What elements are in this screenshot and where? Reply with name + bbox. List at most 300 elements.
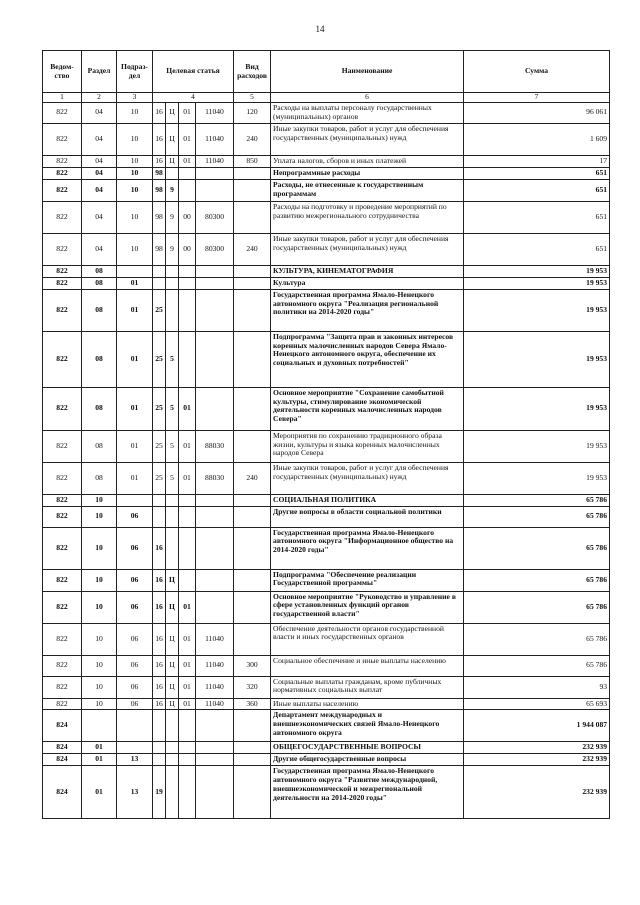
cell-vid-rashodov	[234, 201, 271, 233]
cell-cs-subprogram: 9	[166, 201, 179, 233]
cell-vid-rashodov: 240	[234, 123, 271, 155]
cell-razdel: 10	[82, 591, 117, 623]
cell-cs-event: 01	[179, 698, 196, 710]
cell-summa: 232 939	[464, 766, 610, 819]
cell-cs-program: 16	[153, 676, 166, 698]
cell-cs-program: 16	[153, 102, 166, 123]
cell-cs-program	[153, 754, 166, 766]
cell-naimenovanie: Подпрограмма "Защита прав и законных интересов коренных малочисленных народов Севера Ямало-Ненецкого автономного округа, обеспечение их социальных и духовных потребностей"	[271, 331, 464, 387]
cell-naimenovanie: Мероприятия по сохранению традиционного образа жизни, культуры и языка коренных малочисленных народов Севера	[271, 430, 464, 462]
cell-cs-subprogram	[166, 710, 179, 742]
cell-cs-event	[179, 289, 196, 331]
cell-cs-event: 01	[179, 102, 196, 123]
cell-vid-rashodov	[234, 167, 271, 179]
cell-cs-event: 01	[179, 676, 196, 698]
cell-vid-rashodov	[234, 494, 271, 506]
cell-cs-program: 25	[153, 289, 166, 331]
cell-cs-direction	[196, 277, 234, 289]
table-row	[43, 742, 610, 754]
cell-cs-event: 00	[179, 201, 196, 233]
cell-vid-rashodov	[234, 623, 271, 655]
cell-cs-program: 16	[153, 698, 166, 710]
cell-podrazdel: 10	[117, 179, 153, 201]
cell-cs-program: 16	[153, 123, 166, 155]
cell-cs-direction	[196, 179, 234, 201]
cell-cs-direction	[196, 754, 234, 766]
cell-razdel: 10	[82, 676, 117, 698]
cell-cs-event	[179, 742, 196, 754]
cell-naimenovanie: Основное мероприятие "Руководство и управление в сфере установленных функций органов государственной власти"	[271, 591, 464, 623]
cell-vid-rashodov	[234, 527, 271, 569]
table-row	[43, 167, 610, 179]
cell-podrazdel: 10	[117, 155, 153, 167]
cell-cs-event	[179, 710, 196, 742]
cell-vedomstvo: 824	[43, 766, 82, 819]
cell-razdel: 01	[82, 742, 117, 754]
cell-naimenovanie: Непрограммные расходы	[271, 167, 464, 179]
table-row	[43, 289, 610, 331]
cell-podrazdel	[117, 265, 153, 277]
cell-summa: 65 786	[464, 569, 610, 591]
header-vid-rashodov: Вид расходов	[234, 51, 271, 93]
cell-cs-program: 98	[153, 167, 166, 179]
budget-table	[42, 50, 610, 819]
cell-vedomstvo: 824	[43, 710, 82, 742]
cell-cs-subprogram: Ц	[166, 676, 179, 698]
cell-cs-subprogram	[166, 494, 179, 506]
cell-cs-subprogram	[166, 289, 179, 331]
cell-vid-rashodov	[234, 430, 271, 462]
cell-cs-direction	[196, 167, 234, 179]
cell-podrazdel: 06	[117, 506, 153, 527]
table-row	[43, 155, 610, 167]
cell-vid-rashodov	[234, 277, 271, 289]
table-row	[43, 766, 610, 819]
cell-summa: 65 693	[464, 698, 610, 710]
cell-vedomstvo: 822	[43, 591, 82, 623]
cell-cs-subprogram	[166, 766, 179, 819]
cell-podrazdel: 10	[117, 233, 153, 265]
cell-vid-rashodov	[234, 710, 271, 742]
cell-cs-event	[179, 569, 196, 591]
cell-cs-subprogram: 5	[166, 430, 179, 462]
table-row	[43, 698, 610, 710]
cell-cs-direction: 11040	[196, 155, 234, 167]
cell-cs-program	[153, 265, 166, 277]
cell-cs-direction: 11040	[196, 102, 234, 123]
cell-vid-rashodov: 360	[234, 698, 271, 710]
cell-cs-event	[179, 277, 196, 289]
column-number: 6	[271, 93, 464, 103]
cell-podrazdel: 01	[117, 277, 153, 289]
cell-cs-event	[179, 179, 196, 201]
cell-cs-event	[179, 265, 196, 277]
cell-razdel: 10	[82, 527, 117, 569]
cell-razdel: 01	[82, 766, 117, 819]
cell-naimenovanie: Государственная программа Ямало-Ненецкого автономного округа "Информационное общество на 2014-2020 годы"	[271, 527, 464, 569]
cell-cs-program	[153, 710, 166, 742]
column-number: 5	[234, 93, 271, 103]
cell-vedomstvo: 822	[43, 155, 82, 167]
cell-cs-subprogram: Ц	[166, 102, 179, 123]
cell-podrazdel: 06	[117, 676, 153, 698]
cell-cs-program: 98	[153, 179, 166, 201]
cell-naimenovanie: Другие вопросы в области социальной политики	[271, 506, 464, 527]
cell-cs-direction	[196, 569, 234, 591]
cell-cs-event: 01	[179, 623, 196, 655]
table-row	[43, 655, 610, 676]
cell-podrazdel: 01	[117, 462, 153, 494]
table-row	[43, 754, 610, 766]
cell-naimenovanie: Культура	[271, 277, 464, 289]
cell-vedomstvo: 822	[43, 676, 82, 698]
cell-vid-rashodov	[234, 265, 271, 277]
cell-podrazdel	[117, 710, 153, 742]
cell-razdel: 04	[82, 155, 117, 167]
cell-summa: 65 786	[464, 591, 610, 623]
cell-razdel: 10	[82, 623, 117, 655]
cell-razdel: 08	[82, 462, 117, 494]
table-row	[43, 591, 610, 623]
cell-vid-rashodov: 300	[234, 655, 271, 676]
cell-razdel: 08	[82, 265, 117, 277]
cell-cs-direction	[196, 591, 234, 623]
cell-summa: 65 786	[464, 527, 610, 569]
cell-vedomstvo: 822	[43, 623, 82, 655]
cell-cs-direction: 11040	[196, 123, 234, 155]
cell-razdel: 04	[82, 102, 117, 123]
cell-podrazdel: 01	[117, 289, 153, 331]
cell-vedomstvo: 822	[43, 179, 82, 201]
cell-summa: 651	[464, 201, 610, 233]
cell-cs-subprogram: 9	[166, 179, 179, 201]
cell-cs-program: 16	[153, 155, 166, 167]
cell-cs-subprogram: 5	[166, 462, 179, 494]
cell-cs-subprogram: Ц	[166, 569, 179, 591]
cell-vedomstvo: 822	[43, 430, 82, 462]
cell-podrazdel: 13	[117, 754, 153, 766]
cell-podrazdel: 06	[117, 527, 153, 569]
table-row	[43, 527, 610, 569]
cell-naimenovanie: Департамент международных и внешнеэкономических связей Ямало-Ненецкого автономного округа	[271, 710, 464, 742]
table-row	[43, 123, 610, 155]
cell-cs-program	[153, 506, 166, 527]
header-razdel: Раздел	[82, 51, 117, 93]
cell-naimenovanie: Иные закупки товаров, работ и услуг для обеспечения государственных (муниципальных) нужд	[271, 233, 464, 265]
cell-razdel: 10	[82, 494, 117, 506]
cell-summa: 1 609	[464, 123, 610, 155]
cell-naimenovanie: Расходы на выплаты персоналу государственных (муниципальных) органов	[271, 102, 464, 123]
cell-podrazdel: 06	[117, 569, 153, 591]
cell-summa: 19 953	[464, 387, 610, 430]
cell-vid-rashodov: 320	[234, 676, 271, 698]
cell-cs-direction	[196, 742, 234, 754]
cell-vid-rashodov: 240	[234, 462, 271, 494]
cell-razdel: 10	[82, 698, 117, 710]
column-number: 7	[464, 93, 610, 103]
cell-naimenovanie: КУЛЬТУРА, КИНЕМАТОГРАФИЯ	[271, 265, 464, 277]
cell-razdel: 10	[82, 655, 117, 676]
cell-naimenovanie: СОЦИАЛЬНАЯ ПОЛИТИКА	[271, 494, 464, 506]
cell-vid-rashodov	[234, 742, 271, 754]
cell-cs-program: 25	[153, 462, 166, 494]
cell-vedomstvo: 822	[43, 462, 82, 494]
cell-vedomstvo: 822	[43, 331, 82, 387]
cell-cs-program	[153, 742, 166, 754]
header-naimenovanie: Наименование	[271, 51, 464, 93]
table-row	[43, 569, 610, 591]
cell-cs-direction	[196, 265, 234, 277]
table-row	[43, 201, 610, 233]
cell-vedomstvo: 822	[43, 201, 82, 233]
cell-cs-program: 98	[153, 233, 166, 265]
cell-podrazdel	[117, 742, 153, 754]
cell-cs-program	[153, 277, 166, 289]
table-row	[43, 331, 610, 387]
cell-cs-subprogram	[166, 754, 179, 766]
table-row	[43, 623, 610, 655]
cell-podrazdel: 06	[117, 698, 153, 710]
cell-vedomstvo: 822	[43, 233, 82, 265]
cell-naimenovanie: Расходы на подготовку и проведение мероприятий по развитию межрегионального сотрудничества	[271, 201, 464, 233]
cell-podrazdel: 06	[117, 591, 153, 623]
cell-summa: 19 953	[464, 265, 610, 277]
column-number: 2	[82, 93, 117, 103]
cell-naimenovanie: Основное мероприятие "Сохранение самобытной культуры, стимулирование экономической деятельности коренных малочисленных народов Севера"	[271, 387, 464, 430]
cell-cs-direction	[196, 506, 234, 527]
cell-vid-rashodov: 850	[234, 155, 271, 167]
cell-summa: 19 953	[464, 277, 610, 289]
cell-cs-event	[179, 766, 196, 819]
cell-summa: 232 939	[464, 742, 610, 754]
cell-cs-program: 16	[153, 655, 166, 676]
cell-cs-direction: 88030	[196, 430, 234, 462]
cell-cs-program: 16	[153, 623, 166, 655]
column-number: 3	[117, 93, 153, 103]
cell-cs-subprogram: 5	[166, 387, 179, 430]
cell-cs-event	[179, 331, 196, 387]
cell-summa: 17	[464, 155, 610, 167]
table-row	[43, 265, 610, 277]
cell-razdel: 08	[82, 387, 117, 430]
cell-vedomstvo: 822	[43, 102, 82, 123]
cell-vid-rashodov: 120	[234, 102, 271, 123]
cell-cs-event: 01	[179, 123, 196, 155]
cell-podrazdel: 06	[117, 623, 153, 655]
cell-vedomstvo: 822	[43, 494, 82, 506]
cell-cs-program: 16	[153, 591, 166, 623]
cell-cs-subprogram	[166, 265, 179, 277]
cell-vedomstvo: 822	[43, 569, 82, 591]
cell-cs-event: 01	[179, 655, 196, 676]
header-podrazdel: Подраз-дел	[117, 51, 153, 93]
page-number: 14	[315, 24, 325, 34]
cell-podrazdel: 01	[117, 387, 153, 430]
cell-podrazdel: 10	[117, 123, 153, 155]
cell-cs-direction: 11040	[196, 698, 234, 710]
cell-cs-direction	[196, 710, 234, 742]
table-row	[43, 494, 610, 506]
cell-vid-rashodov	[234, 506, 271, 527]
cell-vedomstvo: 824	[43, 754, 82, 766]
cell-cs-program: 25	[153, 430, 166, 462]
cell-naimenovanie: Иные выплаты населению	[271, 698, 464, 710]
cell-cs-subprogram	[166, 742, 179, 754]
cell-cs-program: 25	[153, 331, 166, 387]
cell-razdel: 04	[82, 233, 117, 265]
cell-vid-rashodov	[234, 289, 271, 331]
cell-summa: 19 953	[464, 430, 610, 462]
cell-naimenovanie: Социальные выплаты гражданам, кроме публичных нормативных социальных выплат	[271, 676, 464, 698]
table-row	[43, 462, 610, 494]
cell-cs-program: 19	[153, 766, 166, 819]
column-number: 4	[153, 93, 234, 103]
cell-cs-subprogram: Ц	[166, 623, 179, 655]
cell-naimenovanie: Иные закупки товаров, работ и услуг для обеспечения государственных (муниципальных) нужд	[271, 462, 464, 494]
cell-cs-direction	[196, 494, 234, 506]
cell-vedomstvo: 822	[43, 289, 82, 331]
cell-cs-event: 01	[179, 462, 196, 494]
table-row	[43, 676, 610, 698]
header-vedomstvo: Ведом-ство	[43, 51, 82, 93]
cell-naimenovanie: Государственная программа Ямало-Ненецкого автономного округа "Развитие международной, внешнеэкономической и межрегиональной деятельности на 2014-2020 годы"	[271, 766, 464, 819]
cell-vedomstvo: 822	[43, 655, 82, 676]
cell-vid-rashodov	[234, 766, 271, 819]
cell-cs-direction	[196, 289, 234, 331]
cell-cs-direction	[196, 387, 234, 430]
cell-cs-direction: 88030	[196, 462, 234, 494]
table-body	[43, 102, 610, 819]
cell-podrazdel: 01	[117, 331, 153, 387]
cell-razdel: 01	[82, 754, 117, 766]
cell-razdel: 08	[82, 430, 117, 462]
header-celevaya-statya: Целевая статья	[153, 51, 234, 93]
cell-summa: 65 786	[464, 623, 610, 655]
cell-summa: 65 786	[464, 494, 610, 506]
cell-naimenovanie: Социальное обеспечение и иные выплаты населению	[271, 655, 464, 676]
cell-cs-direction: 80300	[196, 201, 234, 233]
cell-vedomstvo: 822	[43, 167, 82, 179]
cell-cs-subprogram: Ц	[166, 655, 179, 676]
table-row	[43, 179, 610, 201]
cell-vid-rashodov: 240	[234, 233, 271, 265]
cell-cs-direction: 11040	[196, 623, 234, 655]
cell-summa: 1 944 087	[464, 710, 610, 742]
cell-cs-direction: 11040	[196, 676, 234, 698]
cell-razdel: 08	[82, 331, 117, 387]
cell-cs-event	[179, 754, 196, 766]
cell-cs-subprogram	[166, 167, 179, 179]
cell-vid-rashodov	[234, 179, 271, 201]
cell-vedomstvo: 822	[43, 123, 82, 155]
cell-cs-event: 00	[179, 233, 196, 265]
cell-naimenovanie: ОБЩЕГОСУДАРСТВЕННЫЕ ВОПРОСЫ	[271, 742, 464, 754]
cell-cs-event	[179, 506, 196, 527]
cell-vid-rashodov	[234, 569, 271, 591]
header-summa: Сумма	[464, 51, 610, 93]
cell-cs-event	[179, 494, 196, 506]
cell-summa: 19 953	[464, 289, 610, 331]
cell-summa: 65 786	[464, 506, 610, 527]
cell-vedomstvo: 822	[43, 698, 82, 710]
cell-podrazdel: 10	[117, 102, 153, 123]
cell-razdel	[82, 710, 117, 742]
cell-cs-direction	[196, 527, 234, 569]
cell-podrazdel: 06	[117, 655, 153, 676]
cell-cs-subprogram: Ц	[166, 123, 179, 155]
cell-cs-direction	[196, 331, 234, 387]
cell-razdel: 04	[82, 167, 117, 179]
cell-cs-program: 25	[153, 387, 166, 430]
cell-cs-event: 01	[179, 155, 196, 167]
cell-cs-event: 01	[179, 430, 196, 462]
cell-cs-program: 16	[153, 569, 166, 591]
header-row	[43, 51, 610, 93]
cell-cs-event: 01	[179, 387, 196, 430]
cell-vid-rashodov	[234, 387, 271, 430]
cell-cs-program	[153, 494, 166, 506]
table-row	[43, 277, 610, 289]
cell-podrazdel: 10	[117, 167, 153, 179]
cell-podrazdel	[117, 494, 153, 506]
cell-cs-program: 98	[153, 201, 166, 233]
cell-naimenovanie: Государственная программа Ямало-Ненецкого автономного округа "Реализация региональной политики на 2014-2020 годы"	[271, 289, 464, 331]
cell-summa: 651	[464, 233, 610, 265]
cell-razdel: 10	[82, 506, 117, 527]
cell-cs-subprogram: 9	[166, 233, 179, 265]
cell-cs-subprogram	[166, 527, 179, 569]
cell-razdel: 04	[82, 123, 117, 155]
cell-cs-subprogram: Ц	[166, 155, 179, 167]
cell-cs-program: 16	[153, 527, 166, 569]
cell-summa: 93	[464, 676, 610, 698]
cell-naimenovanie: Иные закупки товаров, работ и услуг для обеспечения государственных (муниципальных) нужд	[271, 123, 464, 155]
cell-cs-event	[179, 527, 196, 569]
cell-razdel: 04	[82, 201, 117, 233]
cell-cs-subprogram	[166, 277, 179, 289]
cell-naimenovanie: Другие общегосударственные вопросы	[271, 754, 464, 766]
column-number: 1	[43, 93, 82, 103]
cell-vid-rashodov	[234, 591, 271, 623]
cell-cs-subprogram: Ц	[166, 591, 179, 623]
cell-vedomstvo: 822	[43, 506, 82, 527]
cell-summa: 19 953	[464, 331, 610, 387]
cell-naimenovanie: Уплата налогов, сборов и иных платежей	[271, 155, 464, 167]
cell-summa: 651	[464, 167, 610, 179]
cell-podrazdel: 13	[117, 766, 153, 819]
cell-razdel: 08	[82, 289, 117, 331]
cell-summa: 19 953	[464, 462, 610, 494]
cell-vid-rashodov	[234, 754, 271, 766]
cell-razdel: 08	[82, 277, 117, 289]
cell-cs-direction: 80300	[196, 233, 234, 265]
cell-vedomstvo: 822	[43, 387, 82, 430]
table-row	[43, 102, 610, 123]
cell-cs-event: 01	[179, 591, 196, 623]
table-row	[43, 387, 610, 430]
cell-summa: 232 939	[464, 754, 610, 766]
cell-razdel: 10	[82, 569, 117, 591]
cell-cs-event	[179, 167, 196, 179]
cell-summa: 65 786	[464, 655, 610, 676]
cell-cs-direction: 11040	[196, 655, 234, 676]
cell-naimenovanie: Подпрограмма "Обеспечение реализации Государственной программы"	[271, 569, 464, 591]
table-row	[43, 710, 610, 742]
table-row	[43, 233, 610, 265]
table-row	[43, 506, 610, 527]
cell-vedomstvo: 822	[43, 277, 82, 289]
cell-cs-subprogram: Ц	[166, 698, 179, 710]
